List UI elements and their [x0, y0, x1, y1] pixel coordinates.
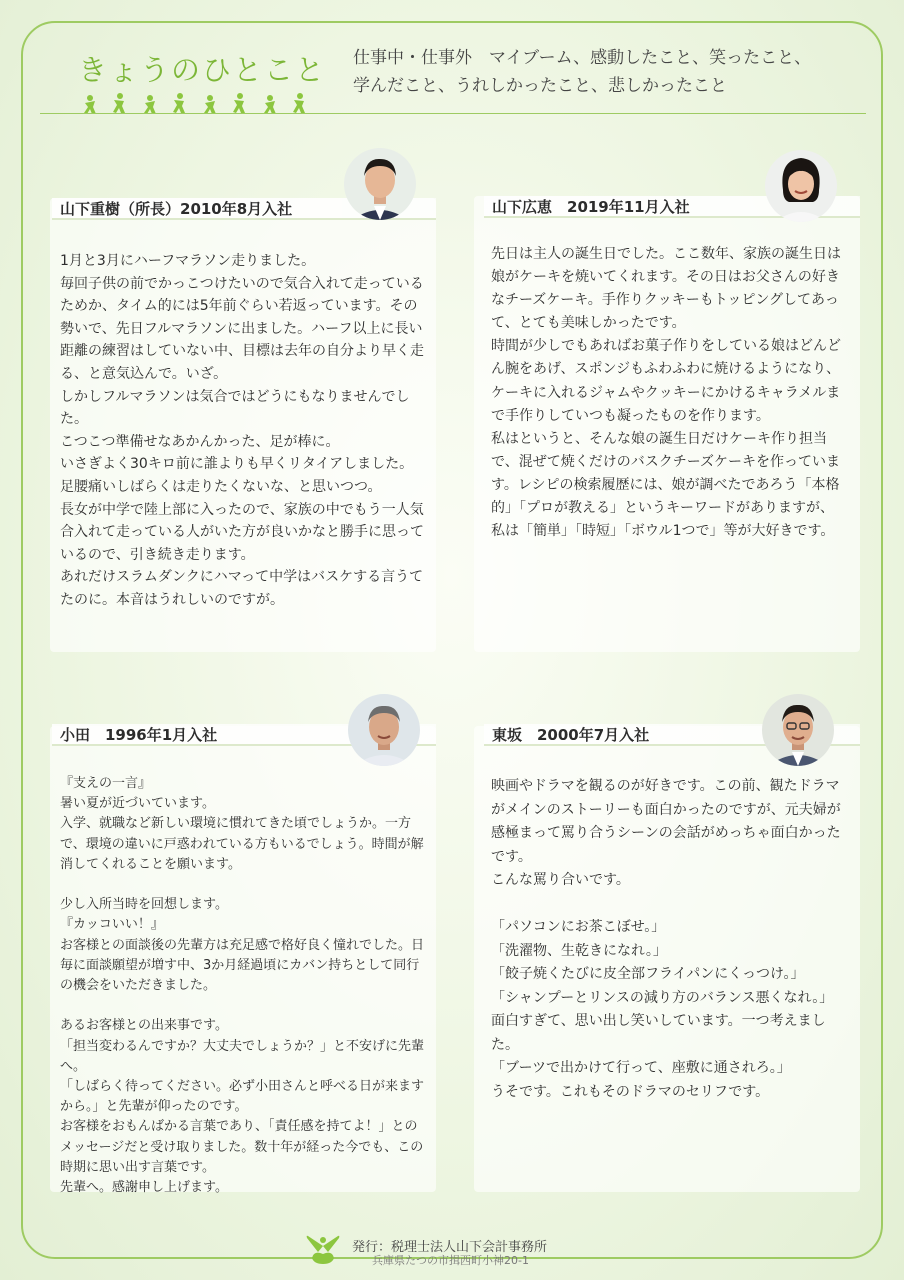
post-body: 映画やドラマを観るのが好きです。この前、観たドラマがメインのストーリーも面白かったのですが、元夫婦が感極まって罵り合うシーンの会話がめっちゃ面白かったです。 こんな罵り合いです。 「パソコンにお茶こぼせ。」 「洗濯物、生乾きになれ。」 「餃子焼くたびに皮全部フライパンにくっつけ。」 「シャンプーとリンスの減り方のバランス悪くなれ。」 面白すぎて、思い出し笑いしています。一つ考えました。 「ブーツで出かけて行って、座敷に通されろ。」 うそです。これもそのドラマのセリフです。	[491, 778, 841, 1100]
publisher-address: 兵庫県たつの市揖西町小神20-1	[372, 1254, 529, 1267]
page-title: きょうのひとこと	[78, 53, 327, 87]
publisher-name: 発行：税理士法人山下会計事務所	[352, 1240, 548, 1255]
avatar	[344, 148, 416, 220]
post-author-name: 山下重樹（所長）2010年8月入社	[52, 198, 436, 220]
post-author-name: 小田 1996年1月入社	[52, 724, 436, 746]
avatar	[348, 694, 420, 766]
post-author-name: 東坂 2000年7月入社	[484, 724, 860, 746]
page-subtitle: 仕事中・仕事外 マイブーム、感動したこと、笑ったこと、 学んだこと、うれしかったこと、悲しかったこと	[353, 48, 812, 96]
avatar	[762, 694, 834, 766]
avatar	[765, 150, 837, 222]
firm-logo-icon	[304, 1232, 342, 1266]
header-divider	[40, 113, 866, 114]
dancing-figures-decoration	[82, 92, 322, 118]
post-body: 先日は主人の誕生日でした。ここ数年、家族の誕生日は娘がケーキを焼いてくれます。その日はお父さんの好きなチーズケーキ。手作りクッキーもトッピングしてあって、とても美味しかったです。 時間が少しでもあればお菓子作りをしている娘はどんどん腕をあげ、スポンジもふわふわに焼けるようになり、ケーキに入れるジャムやクッキーにかけるキャラメルまで手作りしていつも凝ったものを作ります。 私はというと、そんな娘の誕生日だけケーキ作り担当で、混ぜて焼くだけのバスクチーズケーキを作っています。レシピの検索履歴には、娘が調べたであろう「本格的」「プロが教える」というキーワードがありますが、私は「簡単」「時短」「ボウル1つで」等が大好きです。	[491, 246, 841, 540]
post-body: 『支えの一言』 暑い夏が近づいています。 入学、就職など新しい環境に慣れてきた頃でしょうか。一方で、環境の違いに戸惑われている方もいるでしょう。時間が解消してくれることを願います。 少し入所当時を回想します。 『カッコいい！』 お客様との面談後の先輩方は充足感で格好良く憧れでした。日毎に面談願望が増す中、3か月経過頃にカバン持ちとして同行の機会をいただきました。 あるお客様との出来事です。 「担当変わるんですか？大丈夫でしょうか？」と不安げに先輩へ。 「しばらく待ってください。必ず小田さんと呼べる日が来ますから。」と先輩が仰ったのです。 お客様をおもんばかる言葉であり、「責任感を持てよ！」とのメッセージだと受け取りました。数十年が経った今でも、この時期に思い出す言葉です。 先輩へ。感謝申し上げます。	[60, 776, 425, 1196]
post-body: 1月と3月にハーフマラソン走りました。 毎回子供の前でかっこつけたいので気合入れて走っているためか、タイム的には5年前ぐらい若返っています。その勢いで、先日フルマラソンに出ました。ハーフ以上に長い距離の練習はしていない中、目標は去年の自分より早く走る、と意気込んで。いざ。 しかしフルマラソンは気合ではどうにもなりませんでした。 こつこつ準備せなあかんかった、足が棒に。 いさぎよく30キロ前に誰よりも早くリタイアしました。足腰痛いしばらくは走りたくないな、と思いつつ。 長女が中学で陸上部に入ったので、家族の中でもう一人気合入れて走っている人がいた方が良いかなと勝手に思っているので、引き続き走ります。 あれだけスラムダンクにハマって中学はバスケする言うてたのに。本音はうれしいのですが。	[60, 253, 424, 608]
post-author-name: 山下広恵 2019年11月入社	[484, 196, 860, 218]
